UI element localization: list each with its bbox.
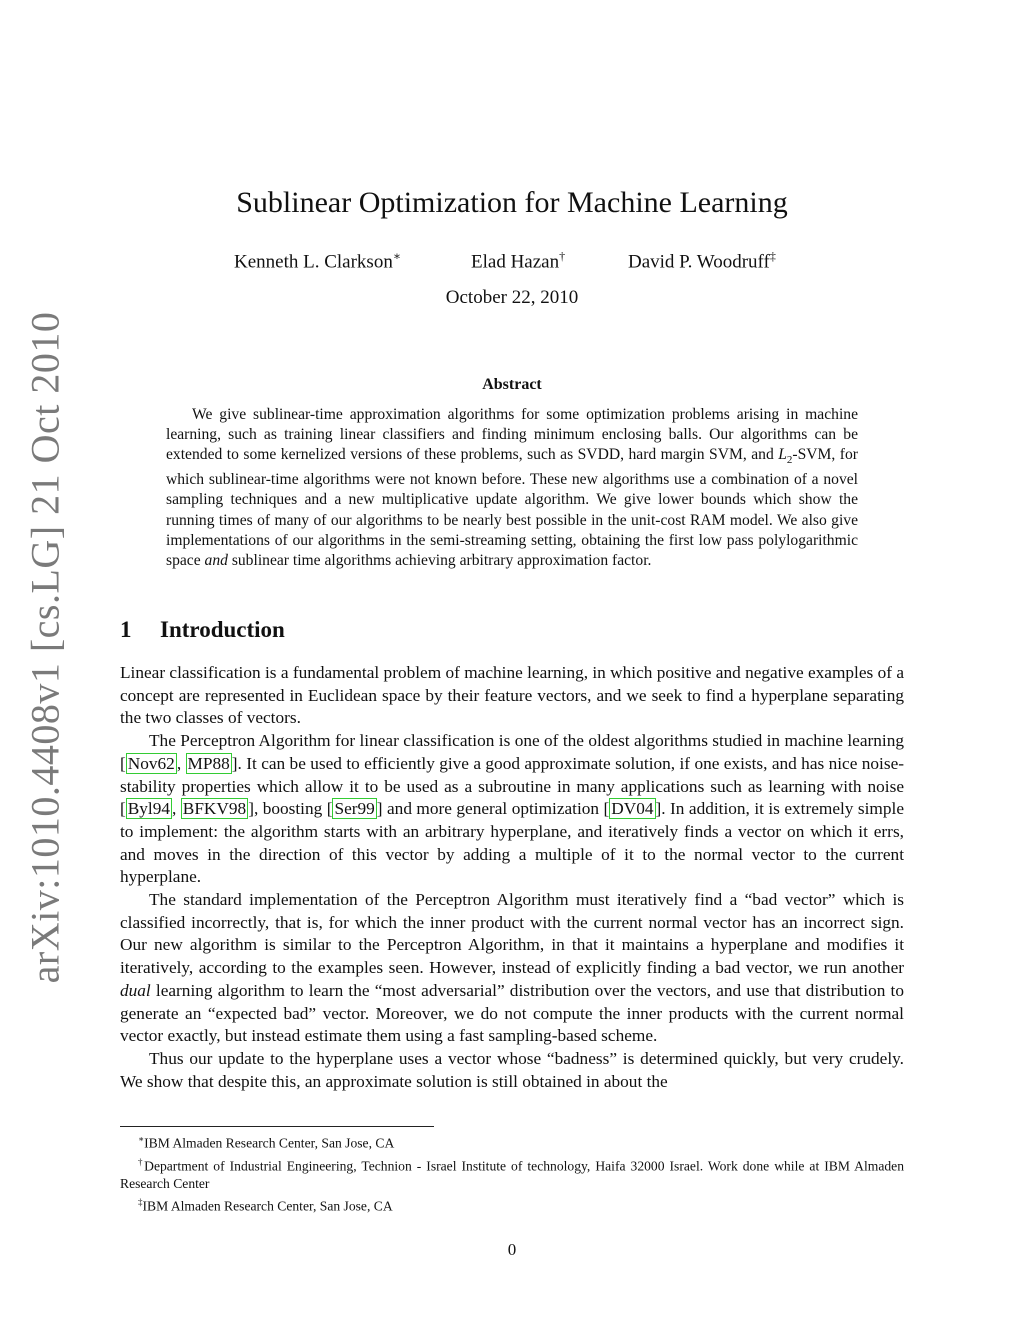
footnote-mark: † [138, 1156, 145, 1167]
footnote-item [120, 1193, 904, 1216]
arxiv-identifier-stamp [15, 311, 75, 984]
paragraph-4: Thus our update to the hyperplane uses a vector whose “badness” is determined quickly, but very crudely. We show that despite this, an approximate solution is still obtained in about the [120, 1048, 904, 1091]
citation-link[interactable]: Byl94 [127, 799, 171, 819]
author-hazan [471, 244, 565, 274]
footnotes [120, 1130, 904, 1216]
footnote-divider [120, 1126, 434, 1127]
section-heading-introduction [120, 617, 285, 643]
citation-link[interactable]: Ser99 [334, 799, 375, 819]
author-woodruff [628, 244, 776, 274]
author-name: Kenneth L. Clarkson [234, 251, 393, 273]
paragraph-1: Linear classification is a fundamental problem of machine learning, in which positive and negative examples of a concept are represented in Euclidean space by their feature vectors, and we seek to find a hyperplane separating the two classes of vectors. [120, 663, 904, 728]
arxiv-identifier-text: arXiv:1010.4408v1 [cs.LG] 21 Oct 2010 [22, 311, 68, 984]
paragraph-3: The standard implementation of the Perceptron Algorithm must iteratively find a “bad vector” which is classified incorrectly, that is, for which the inner product with the current normal vector has an incorrect sign. Our new algorithm is similar to the Perceptron Algorithm, in that it maintains a hyperplane and modifies it iteratively, according to the examples seen. However, instead of explicitly finding a bad vector, we run another dual learning algorithm to learn the “most adversarial” distribution over the vectors, and use that distribution to generate an “expected bad” vector. Moreover, we do not compute the inner products with the current normal vector exactly, but instead estimate them using a fast sampling-based scheme. [120, 890, 904, 1046]
author-name: David P. Woodruff [628, 251, 770, 273]
abstract-heading: Abstract [482, 376, 542, 393]
author-footnote-mark[interactable]: ‡ [769, 249, 776, 263]
introduction-body [120, 662, 904, 1093]
abstract-body: We give sublinear-time approximation algorithms for some optimization problems arising in machine learning, such as training linear classifiers and finding minimum enclosing balls. Our algorithms can be extended to some kernelized versions of these problems, such as SVDD, hard margin SVM, and $L_2$-SVM, for which sublinear-time algorithms were not known before. These new algorithms use a combination of a novel sampling techniques and a new multiplicative update algorithm. We give lower bounds which show the running times of many of our algorithms to be nearly best possible in the unit-cost RAM model. We also give implementations of our algorithms in the semi-streaming setting, obtaining the first low pass polylogarithmic space and sublinear time algorithms achieving arbitrary approximation factor. [166, 406, 858, 569]
author-footnote-mark[interactable]: † [559, 249, 566, 263]
footnote-text: IBM Almaden Research Center, San Jose, CA [144, 1135, 395, 1151]
citation-link[interactable]: DV04 [611, 799, 654, 819]
footnote-item [120, 1130, 904, 1153]
paragraph-2: The Perceptron Algorithm for linear classification is one of the oldest algorithms studied in machine learning [ Nov62 , MP88 ]. It can be used to efficiently give a good approximate solution, if one exists, and has nice noise-stability properties which allow it to be used as a subroutine in many applications such as learning with noise [ Byl94 , BFKV98 ], boosting [ Ser99 ] and more general optimization [ DV04 ]. In addition, it is extremely simple to implement: the algorithm starts with an arbitrary hyperplane, and iteratively finds a vector on which it errs, and moves in the direction of this vector by adding a multiple of it to the normal vector to the current hyperplane. [120, 731, 905, 887]
footnote-text: IBM Almaden Research Center, San Jose, CA [142, 1198, 393, 1214]
paper-title: Sublinear Optimization for Machine Learning [236, 186, 788, 219]
author-name: Elad Hazan [471, 251, 560, 273]
footnote-item [120, 1153, 904, 1194]
citation-link[interactable]: Nov62 [127, 753, 175, 773]
footnote-mark: ∗ [138, 1134, 145, 1144]
section-number: 1 [120, 617, 132, 642]
citation-link[interactable]: MP88 [187, 753, 230, 773]
citation-link[interactable]: BFKV98 [182, 799, 247, 819]
author-footnote-mark[interactable]: ∗ [392, 249, 401, 263]
paper-date: October 22, 2010 [445, 287, 579, 308]
page-number: 0 [507, 1240, 517, 1259]
author-clarkson [234, 244, 401, 274]
footnote-mark: ‡ [138, 1197, 143, 1208]
section-title: Introduction [160, 617, 285, 642]
footnote-text: Department of Industrial Engineering, Technion - Israel Institute of technology, Haifa 32000 Israel. Work done while at IBM Almaden Research Center [120, 1158, 905, 1192]
